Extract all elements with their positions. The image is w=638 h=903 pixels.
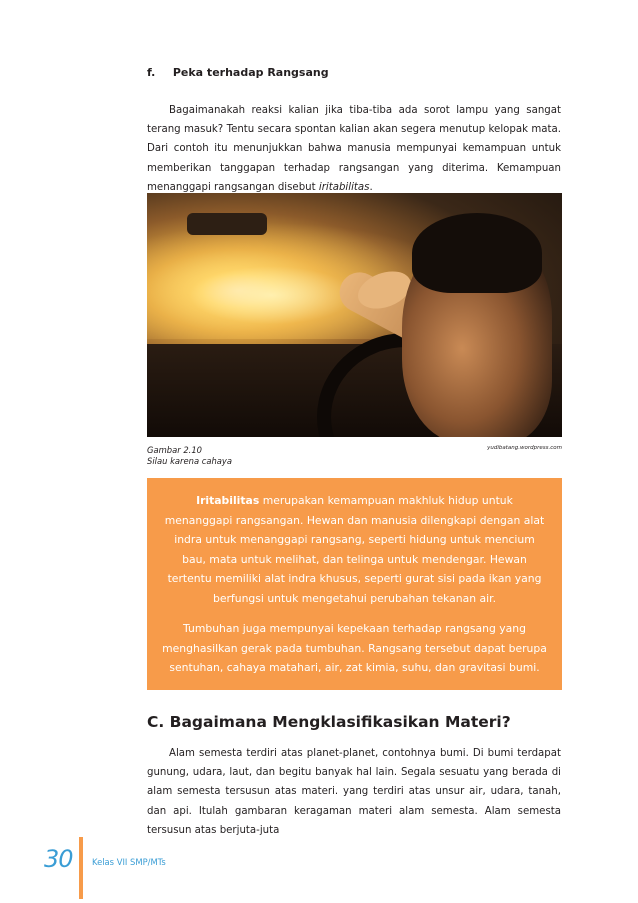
paragraph-end: . (369, 181, 373, 193)
photo-rearview-mirror (187, 213, 267, 235)
info-box-term: Iritabilitas (196, 494, 260, 507)
section-f-letter: f. (147, 66, 156, 79)
page-number: 30 (44, 845, 73, 873)
figure-credit: yudibatang.wordpress.com (487, 445, 562, 451)
info-box-text-1: merupakan kemampuan makhluk hidup untuk menanggapi rangsangan. Hewan dan manusia dilengkapi dengan alat indra untuk menanggapi rangsang, seperti hidung untuk mencium bau, mata untuk melihat, dan telinga untuk mendengar. Hewan tertentu memiliki alat indra khusus, seperti gurat sisi pada ikan yang berfungsi untuk mengetahui perubahan tekanan air. (164, 494, 545, 605)
paragraph-text: Bagaimanakah reaksi kalian jika tiba-tiba ada sorot lampu yang sangat terang masuk? Tentu secara spontan kalian akan segera menutup kelopak mata. Dari contoh itu menunjukkan bahwa manusia mempunyai kemampuan untuk memberikan tanggapan terhadap rangsangan yang diterima. Kemampuan menanggapi rangsangan disebut (147, 105, 561, 193)
paragraph-irritability-intro (147, 101, 561, 197)
figure-photo-driver-glare (147, 193, 562, 437)
footer-divider (79, 837, 83, 899)
paragraph-matter-intro (147, 744, 561, 840)
paragraph-text-2: Alam semesta terdiri atas planet-planet, contohnya bumi. Di bumi terdapat gunung, udara, laut, dan begitu banyak hal lain. Segala sesuatu yang berada di alam semesta tersusun atas materi. yang terdiri atas unsur air, udara, tanah, dan api. Itulah gambaran keragaman materi alam semesta. Alam semesta tersusun atas berjuta-juta (147, 748, 561, 836)
info-box-iritabilitas (147, 478, 562, 690)
section-c-heading: C. Bagaimana Mengklasifikasikan Materi? (147, 713, 511, 731)
info-box-text-2: Tumbuhan juga mempunyai kepekaan terhadap rangsang yang menghasilkan gerak pada tumbuhan. Rangsang tersebut dapat berupa sentuhan, cahaya matahari, air, zat kimia, suhu, dan gravitasi bumi. (162, 622, 547, 674)
section-f-title: Peka terhadap Rangsang (172, 66, 329, 79)
term-iritabilitas: iritabilitas (318, 181, 370, 193)
figure-caption (147, 445, 232, 467)
figure-caption-number: Gambar 2.10 (147, 445, 202, 455)
section-f-heading (147, 66, 329, 79)
footer-book-title: Kelas VII SMP/MTs (92, 857, 166, 867)
figure-caption-title: Silau karena cahaya (147, 456, 233, 466)
photo-driver-hair (412, 213, 542, 293)
